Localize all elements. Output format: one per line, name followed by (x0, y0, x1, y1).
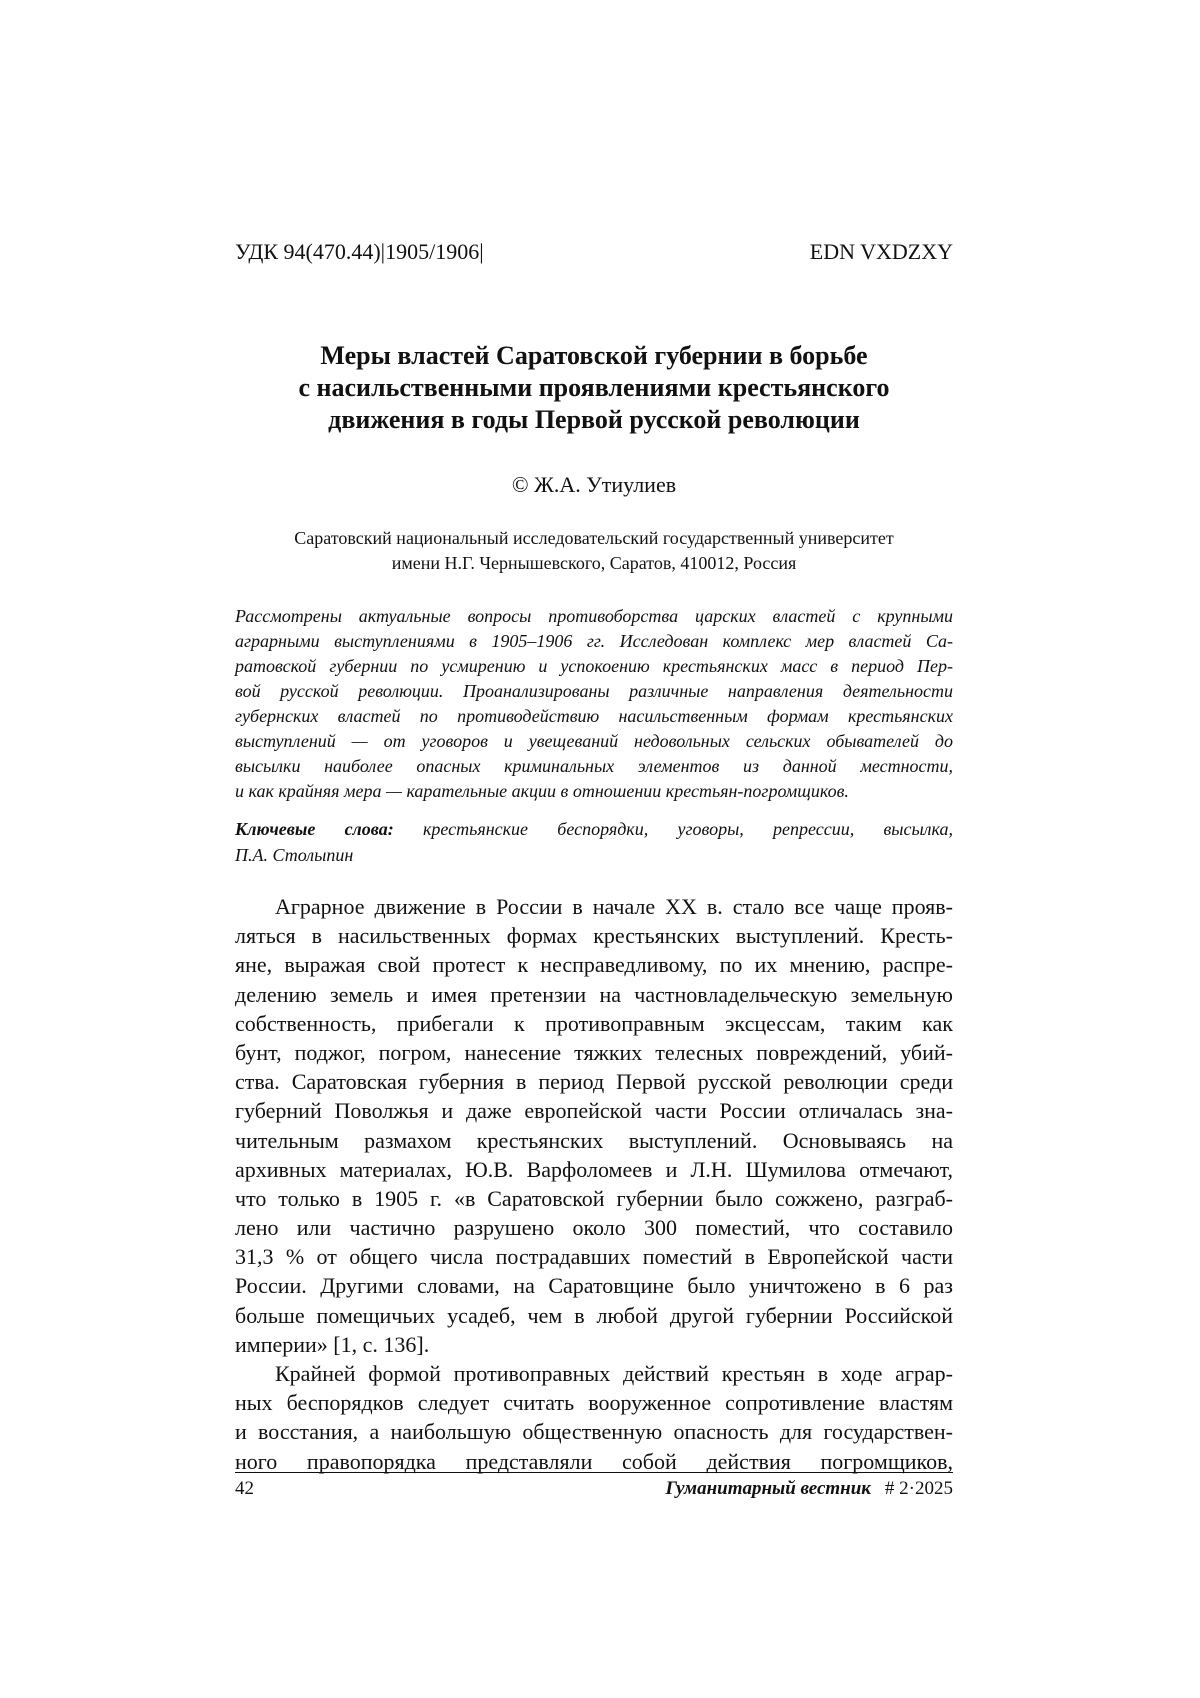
abstract-line: аграрными выступлениями в 1905–1906 гг. Исследован комплекс мер властей Са- (235, 631, 953, 651)
journal-name: Гуманитарный вестник (665, 1478, 871, 1499)
udc-code: УДК 94(470.44)|1905/1906| (235, 239, 484, 264)
article-title (235, 340, 953, 436)
abstract (235, 604, 953, 804)
page-number: 42 (235, 1478, 254, 1499)
keywords-label: Ключевые слова: (235, 819, 394, 839)
body-line: бунт, поджог, погром, нанесение тяжких телесных повреждений, убий- (235, 1039, 953, 1065)
body-line: и восстания, а наибольшую общественную опасность для государствен- (235, 1419, 953, 1445)
body-line: ства. Саратовская губерния в период Первой русской революции среди (235, 1069, 953, 1095)
article-body (235, 892, 953, 1476)
journal-issue (665, 1476, 953, 1502)
issue-number: # 2·2025 (884, 1478, 953, 1499)
keywords-line: П.А. Столыпин (235, 845, 354, 865)
body-line: делению земель и имея претензии на частновладельческую земельную (235, 981, 953, 1007)
abstract-line: ратовской губернии по усмирению и успокоению крестьянских масс в период Пер- (235, 656, 953, 676)
keywords (235, 816, 953, 868)
body-line: ных беспорядков следует считать вооруженное сопротивление властям (235, 1390, 953, 1416)
affiliation (235, 526, 953, 576)
abstract-line: Рассмотрены актуальные вопросы противоборства царских властей с крупными (235, 606, 953, 626)
abstract-line: выступлений — от уговоров и увещеваний недовольных сельских обывателей до (235, 731, 953, 751)
body-line: ного правопорядка представляли собой действия погромщиков, (235, 1448, 953, 1474)
abstract-line: губернских властей по противодействию насильственным формам крестьянских (235, 706, 953, 726)
body-line: что только в 1905 г. «в Саратовской губернии было сожжено, разграб- (235, 1185, 953, 1211)
body-line: архивных материалах, Ю.В. Варфоломеев и Л.Н. Шумилова отмечают, (235, 1156, 953, 1182)
body-line: России. Другими словами, на Саратовщине было уничтожено в 6 раз (235, 1273, 953, 1299)
abstract-line: и как крайняя мера — карательные акции в отношении крестьян-погромщиков. (235, 781, 849, 801)
body-line: Аграрное движение в России в начале XX в. стало все чаще прояв- (275, 894, 953, 919)
body-line: Крайней формой противоправных действий крестьян в ходе аграр- (275, 1361, 953, 1386)
body-line: ляться в насильственных формах крестьянских выступлений. Кресть- (235, 923, 953, 949)
abstract-line: высылки наиболее опасных криминальных элементов из данной местности, (235, 756, 953, 776)
body-line: империи» [1, с. 136]. (235, 1331, 430, 1357)
body-line: собственность, прибегали к противоправным эксцессам, таким как (235, 1010, 953, 1036)
body-line: яне, выражая свой протест к несправедливому, по их мнению, распре- (235, 952, 953, 978)
title-line: Меры властей Саратовской губернии в борьбе (320, 341, 868, 370)
body-line: чительным размахом крестьянских выступлений. Основываясь на (235, 1127, 953, 1153)
author-line: © Ж.А. Утиулиев (511, 472, 677, 497)
title-line: с насильственными проявлениями крестьянского (298, 373, 890, 402)
body-line: 31,3 % от общего числа пострадавших поместий в Европейской части (235, 1244, 953, 1270)
edn-code: EDN VXDZXY (809, 239, 953, 264)
affiliation-line: Саратовский национальный исследовательский государственный университет (294, 528, 894, 548)
article-meta-row (235, 238, 953, 266)
body-line: губерний Поволжья и даже европейской части России отличалась зна- (235, 1098, 953, 1124)
title-line: движения в годы Первой русской революции (328, 405, 860, 434)
abstract-line: вой русской революции. Проанализированы различные направления деятельности (235, 681, 953, 701)
footer-divider (235, 1472, 953, 1473)
body-line: больше помещичьих усадеб, чем в любой другой губернии Российской (235, 1302, 953, 1328)
page-footer (235, 1476, 953, 1502)
keywords-list: крестьянские беспорядки, уговоры, репрессии, высылка, (422, 819, 953, 839)
body-line: лено или частично разрушено около 300 поместий, что составило (235, 1215, 953, 1241)
affiliation-line: имени Н.Г. Чернышевского, Саратов, 410012, Россия (391, 553, 797, 573)
keywords-line (235, 816, 953, 842)
